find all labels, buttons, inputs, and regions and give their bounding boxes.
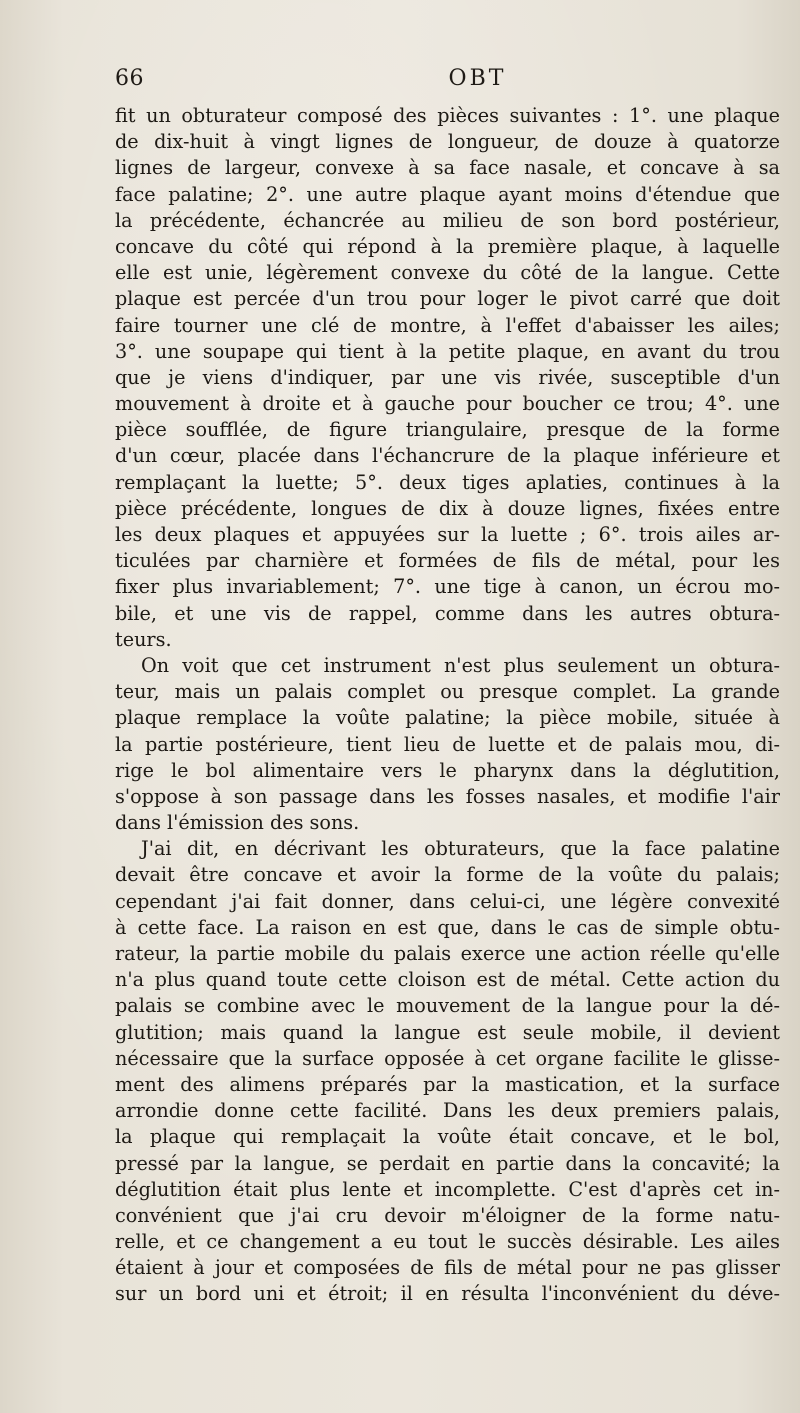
text-line: la plaque qui remplaçait la voûte était concave, et le bol,	[115, 1125, 780, 1149]
text-line: la partie postérieure, tient lieu de luette et de palais mou, di-	[115, 732, 780, 756]
text-line: concave du côté qui répond à la première plaque, à laquelle	[115, 234, 780, 258]
text-line: à cette face. La raison en est que, dans le cas de simple obtu-	[115, 915, 780, 939]
text-line: teur, mais un palais complet ou presque complet. La grande	[115, 680, 780, 704]
text-line: glutition; mais quand la langue est seule mobile, il devient	[115, 1020, 780, 1044]
text-line: convénient que j'ai cru devoir m'éloigner de la forme natu-	[115, 1203, 780, 1227]
text-line: pièce soufflée, de figure triangulaire, presque de la forme	[115, 418, 780, 442]
page-number: 66	[115, 66, 144, 91]
page-header	[115, 66, 780, 98]
text-line: ticulées par charnière et formées de fils de métal, pour les	[115, 549, 780, 573]
text-line: rige le bol alimentaire vers le pharynx dans la déglutition,	[115, 758, 780, 782]
text-line: elle est unie, légèrement convexe du côté de la langue. Cette	[115, 261, 780, 285]
text-line: plaque remplace la voûte palatine; la pièce mobile, située à	[115, 706, 780, 730]
text-line: lignes de largeur, convexe à sa face nasale, et concave à sa	[115, 156, 780, 180]
text-line: pièce précédente, longues de dix à douze lignes, fixées entre	[115, 496, 780, 520]
text-line: relle, et ce changement a eu tout le succès désirable. Les ailes	[115, 1230, 780, 1254]
text-line: pressé par la langue, se perdait en partie dans la concavité; la	[115, 1151, 780, 1175]
text-line: bile, et une vis de rappel, comme dans les autres obtura-	[115, 601, 780, 625]
text-line: étaient à jour et composées de fils de métal pour ne pas glisser	[115, 1256, 780, 1280]
text-line: n'a plus quand toute cette cloison est de métal. Cette action du	[115, 968, 780, 992]
text-line: teurs.	[115, 627, 172, 651]
text-line: face palatine; 2°. une autre plaque ayant moins d'étendue que	[115, 182, 780, 206]
text-line: ment des alimens préparés par la mastication, et la surface	[115, 1072, 780, 1096]
text-line: faire tourner une clé de montre, à l'effet d'abaisser les ailes;	[115, 313, 780, 337]
text-line: remplaçant la luette; 5°. deux tiges aplaties, continues à la	[115, 470, 780, 494]
text-line: sur un bord uni et étroit; il en résulta l'inconvénient du déve-	[115, 1282, 780, 1306]
text-line: devait être concave et avoir la forme de la voûte du palais;	[115, 863, 780, 887]
body-text	[115, 103, 780, 1308]
text-line: J'ai dit, en décrivant les obturateurs, que la face palatine	[141, 837, 780, 861]
running-head: OBT	[448, 66, 507, 91]
text-line: nécessaire que la surface opposée à cet organe facilite le glisse-	[115, 1046, 780, 1070]
text-line: la précédente, échancrée au milieu de son bord postérieur,	[115, 208, 780, 232]
text-line: s'oppose à son passage dans les fosses nasales, et modifie l'air	[115, 784, 780, 808]
text-line: déglutition était plus lente et incomplette. C'est d'après cet in-	[115, 1177, 780, 1201]
text-line: 3°. une soupape qui tient à la petite plaque, en avant du trou	[115, 339, 780, 363]
text-line: de dix-huit à vingt lignes de longueur, de douze à quatorze	[115, 130, 780, 154]
text-line: rateur, la partie mobile du palais exerce une action réelle qu'elle	[115, 942, 780, 965]
text-line: les deux plaques et appuyées sur la luette ; 6°. trois ailes ar-	[115, 523, 780, 546]
text-line: dans l'émission des sons.	[115, 811, 360, 835]
text-line: d'un cœur, placée dans l'échancrure de la plaque inférieure et	[115, 444, 780, 468]
text-line: arrondie donne cette facilité. Dans les deux premiers palais,	[115, 1099, 780, 1123]
text-line: mouvement à droite et à gauche pour boucher ce trou; 4°. une	[115, 392, 780, 416]
text-line: palais se combine avec le mouvement de la langue pour la dé-	[115, 994, 780, 1018]
text-line: cependant j'ai fait donner, dans celui-ci, une légère convexité	[115, 889, 780, 913]
text-line: fixer plus invariablement; 7°. une tige à canon, un écrou mo-	[115, 575, 780, 599]
text-line: que je viens d'indiquer, par une vis rivée, susceptible d'un	[115, 365, 780, 389]
text-line: On voit que cet instrument n'est plus seulement un obtura-	[141, 653, 780, 677]
text-line: plaque est percée d'un trou pour loger le pivot carré que doit	[115, 287, 780, 311]
text-line: fit un obturateur composé des pièces suivantes : 1°. une plaque	[115, 104, 780, 127]
